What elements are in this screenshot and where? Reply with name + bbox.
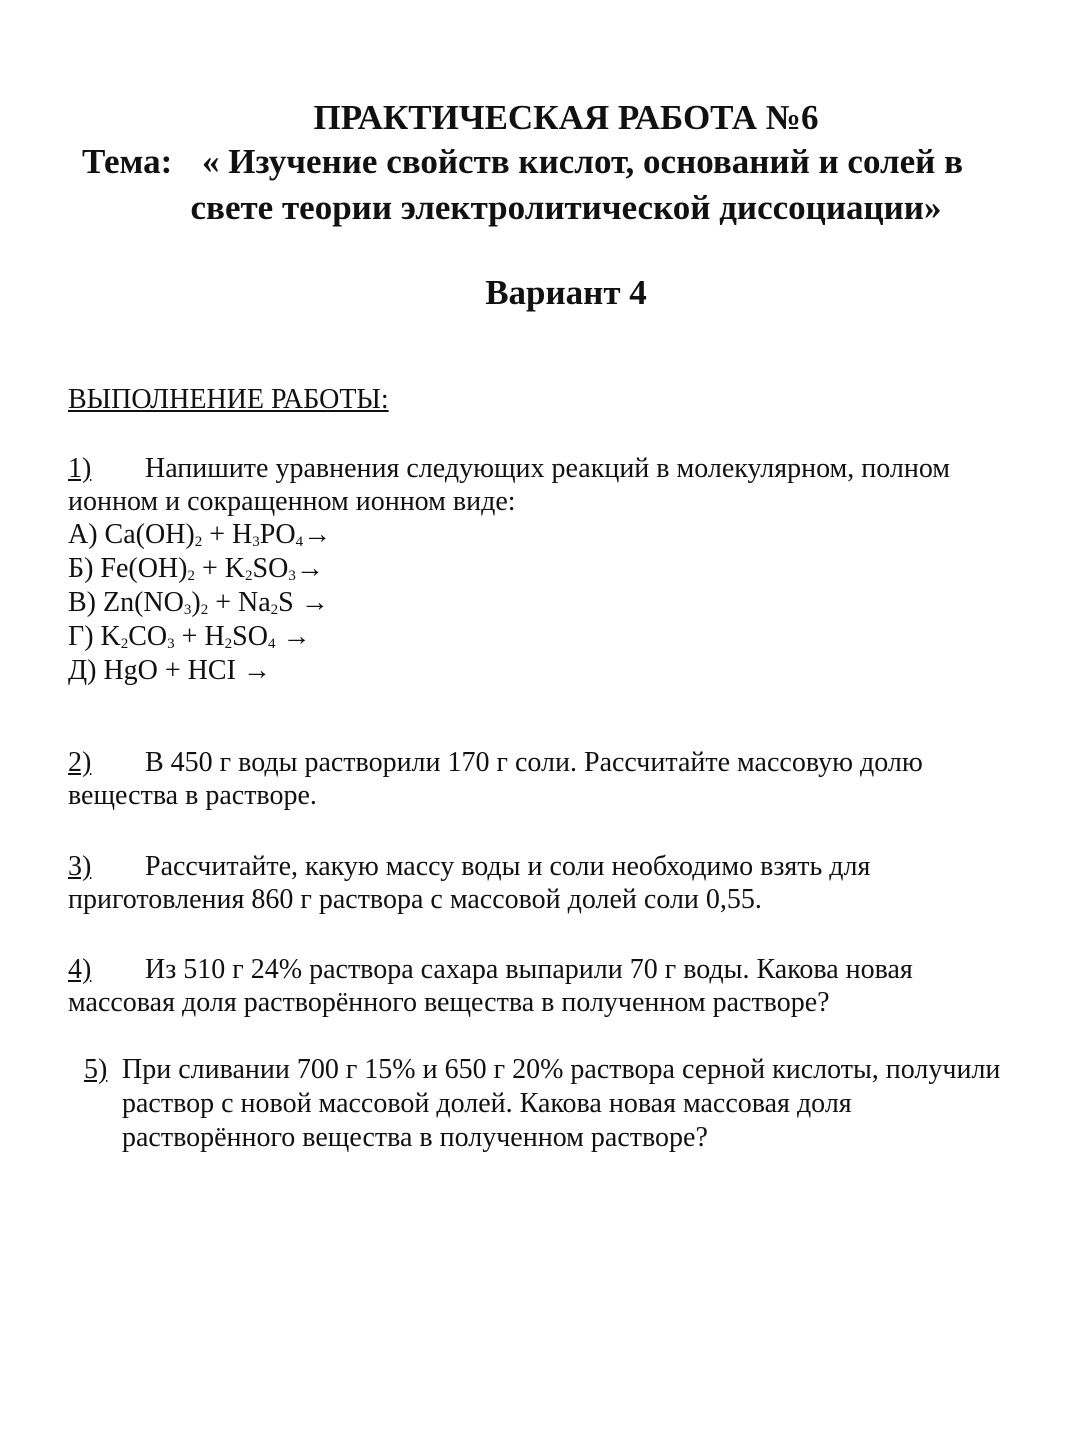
task-text: Рассчитайте, какую массу воды и соли необходимо взять для — [145, 851, 871, 882]
reaction-label: А) — [68, 519, 105, 550]
task-4-line2: массовая доля растворённого вещества в полученном растворе? — [68, 987, 830, 1018]
subscript: 2 — [187, 568, 195, 584]
arrow: → — [275, 621, 311, 652]
subscript: 4 — [267, 636, 276, 652]
formula-part: Fe(OH) — [100, 553, 188, 584]
task-1-line1 — [68, 452, 950, 485]
task-1-line2: ионном и сокращенном ионном виде: — [68, 486, 516, 517]
reaction-label: В) — [68, 587, 103, 618]
reaction-label: Б) — [68, 553, 101, 584]
task-number: 2) — [68, 747, 92, 778]
formula-part: HgO + HCI → — [103, 655, 271, 686]
arrow: → — [303, 519, 332, 550]
formula-part: SO — [232, 621, 268, 652]
formula-part: S → — [278, 587, 329, 618]
formula-part: SO — [252, 553, 289, 584]
task-text: Из 510 г 24% раствора сахара выпарили 70 г воды. Какова новая — [145, 954, 913, 985]
formula-part: + Na — [208, 587, 271, 618]
task-number: 5) — [84, 1054, 108, 1085]
task-3-line1 — [68, 850, 870, 883]
reaction-g — [68, 620, 950, 654]
task-text: Напишите уравнения следующих реакций в молекулярном, полном — [145, 453, 951, 484]
topic-label: Тема: — [82, 142, 173, 181]
subscript: 3 — [183, 602, 192, 618]
reaction-a — [68, 518, 950, 552]
task-5-line3: растворённого вещества в полученном растворе? — [122, 1122, 708, 1153]
subscript: 3 — [288, 568, 296, 584]
task-text: В 450 г воды растворили 170 г соли. Рассчитайте массовую долю — [145, 747, 923, 778]
reaction-label: Д) — [68, 655, 104, 686]
task-2 — [68, 746, 923, 812]
arrow: → — [295, 553, 324, 584]
reaction-v — [68, 586, 950, 620]
task-5 — [84, 1053, 1000, 1155]
task-number: 3) — [68, 851, 92, 882]
task-3-line2: приготовления 860 г раствора с массовой долей соли 0,55. — [68, 884, 762, 915]
reaction-b — [68, 552, 950, 586]
subscript: 2 — [194, 534, 203, 550]
subscript: 3 — [167, 636, 175, 652]
subscript: 2 — [120, 636, 129, 652]
task-2-line1 — [68, 746, 923, 779]
formula-part: PO — [259, 519, 296, 550]
formula-part: + H — [202, 519, 253, 550]
subscript: 2 — [200, 602, 209, 618]
formula-part: Ca(OH) — [104, 519, 195, 550]
topic-line — [82, 140, 963, 184]
topic-text-line1: « Изучение свойств кислот, оснований и солей в — [202, 142, 963, 181]
subscript: 3 — [252, 534, 260, 550]
task-4 — [68, 953, 913, 1019]
formula-part: Zn(NO — [103, 587, 184, 618]
subscript: 4 — [295, 534, 304, 550]
subscript: 2 — [270, 602, 279, 618]
document-title: ПРАКТИЧЕСКАЯ РАБОТА №6 — [313, 98, 819, 137]
reaction-label: Г) — [68, 621, 101, 652]
formula-part: CO — [128, 621, 168, 652]
task-2-line2: вещества в растворе. — [68, 780, 317, 811]
task-number: 1) — [68, 453, 92, 484]
formula-part: K — [100, 621, 121, 652]
formula-part: + K — [195, 553, 246, 584]
formula-part: + H — [174, 621, 225, 652]
topic-text-line2: свете теории электролитической диссоциации» — [190, 188, 942, 227]
subscript: 2 — [245, 568, 253, 584]
task-5-line1 — [84, 1053, 1000, 1087]
task-4-line1 — [68, 953, 913, 986]
task-1 — [68, 452, 950, 688]
variant-heading: Вариант 4 — [485, 273, 647, 312]
task-5-line2: раствор с новой массовой долей. Какова новая массовая доля — [122, 1088, 852, 1119]
task-number: 4) — [68, 954, 92, 985]
reaction-d — [68, 654, 950, 688]
section-heading: ВЫПОЛНЕНИЕ РАБОТЫ: — [68, 384, 389, 415]
task-text: При сливании 700 г 15% и 650 г 20% раствора серной кислоты, получили — [122, 1054, 1001, 1085]
task-3 — [68, 850, 870, 916]
formula-part: ) — [191, 587, 201, 618]
subscript: 2 — [224, 636, 233, 652]
